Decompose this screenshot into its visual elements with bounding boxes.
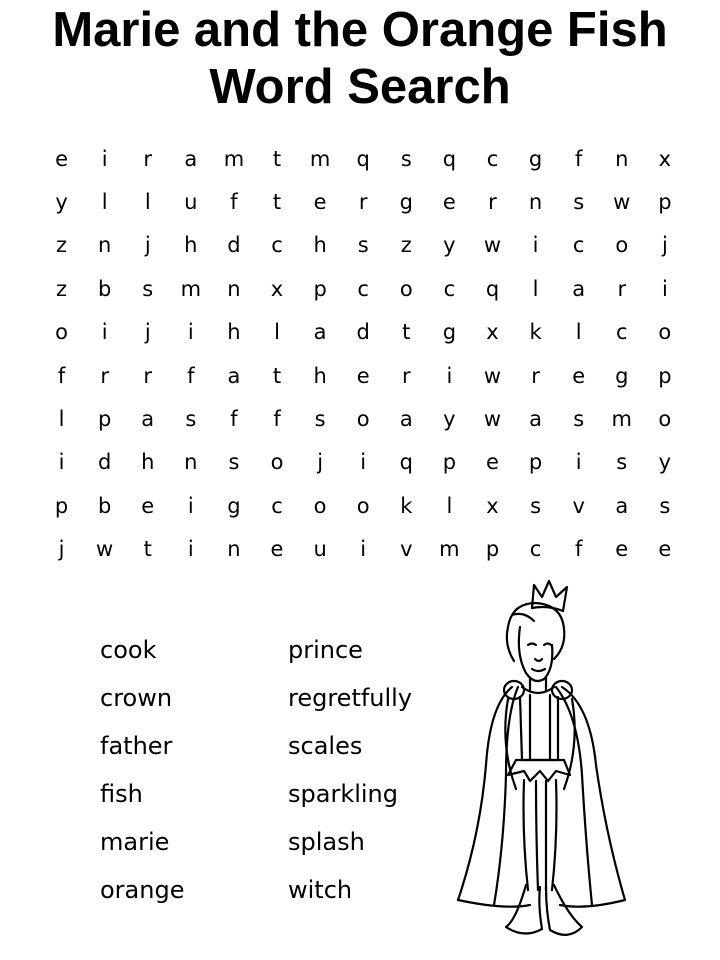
grid-letter: r (143, 146, 153, 171)
grid-letter: f (574, 146, 583, 171)
title-line-2: Word Search (209, 60, 511, 114)
grid-letter: g (399, 190, 413, 215)
grid-letter: a (399, 407, 413, 432)
word-item: marie (100, 828, 170, 856)
grid-letter: q (485, 276, 500, 301)
grid-letter: p (313, 276, 327, 301)
grid-letter: v (400, 537, 413, 562)
word-item: orange (100, 876, 185, 904)
grid-letter: i (360, 537, 367, 562)
grid-letter: y (443, 233, 456, 258)
grid-letter: r (488, 190, 497, 215)
grid-letter: i (101, 146, 108, 171)
grid-letter: n (227, 537, 241, 562)
grid-letter: x (486, 493, 499, 518)
grid-letter: a (529, 407, 543, 432)
grid-letter: w (483, 407, 502, 432)
grid-letter: f (230, 190, 238, 215)
grid-letter: t (143, 537, 152, 562)
grid-letter: s (659, 493, 671, 518)
grid-letter: o (658, 320, 672, 345)
grid-letter: f (187, 363, 195, 388)
grid-letter: u (184, 190, 198, 215)
grid-letter: c (529, 537, 542, 562)
grid-letter: p (528, 450, 543, 475)
grid-letter: z (56, 233, 68, 258)
grid-letter: s (616, 450, 628, 475)
grid-letter: m (309, 146, 331, 171)
grid-letter: e (141, 493, 155, 518)
grid-letter: n (615, 146, 629, 171)
word-item: crown (100, 684, 173, 712)
grid-letter: g (528, 146, 543, 171)
word-list-column-2 (288, 628, 412, 916)
grid-letter: d (227, 233, 241, 258)
grid-letter: y (55, 190, 68, 215)
grid-letter: g (615, 363, 629, 388)
grid-letter: h (313, 233, 327, 258)
grid-letter: x (486, 320, 499, 345)
grid-letter: t (272, 363, 282, 388)
grid-letter: r (143, 363, 153, 388)
grid-letter: f (574, 537, 583, 562)
grid-letter: h (184, 233, 198, 258)
grid-letter: a (141, 407, 155, 432)
grid-letter: h (227, 320, 241, 345)
grid-letter: i (58, 450, 65, 475)
word-item: fish (100, 780, 143, 808)
grid-letter: n (528, 190, 543, 215)
grid-letter: a (313, 320, 327, 345)
grid-letter: j (58, 537, 65, 562)
grid-letter: s (185, 407, 197, 432)
grid-letter: b (97, 276, 112, 301)
grid-letter: m (180, 276, 202, 301)
grid-letter: m (611, 407, 632, 432)
grid-letter: o (356, 493, 370, 518)
grid-letter: c (271, 233, 283, 258)
grid-letter: x (270, 276, 284, 301)
grid-letter: t (272, 190, 282, 215)
grid-letter: s (530, 493, 542, 518)
grid-letter: r (358, 190, 368, 215)
grid-letter: e (658, 537, 672, 562)
grid-letter: i (532, 233, 539, 258)
grid-letter: a (572, 276, 586, 301)
grid-letter: o (270, 450, 284, 475)
grid-letter: w (96, 537, 114, 562)
grid-letter: c (615, 320, 628, 345)
grid-letter: b (97, 493, 112, 518)
word-item: father (100, 732, 173, 760)
grid-letter: i (187, 493, 194, 518)
word-item: sparkling (288, 780, 398, 808)
grid-letter: o (313, 493, 327, 518)
grid-letter: h (313, 363, 327, 388)
grid-letter: s (573, 407, 585, 432)
grid-letter: m (439, 537, 460, 562)
grid-letter: l (144, 190, 151, 215)
word-list-column-1 (100, 628, 184, 916)
grid-letter: r (401, 363, 411, 388)
grid-letter: w (483, 363, 502, 388)
grid-letter: e (356, 363, 370, 388)
grid-letter: t (272, 146, 282, 171)
grid-letter: p (442, 450, 457, 475)
grid-letter: s (228, 450, 240, 475)
grid-letter: n (97, 233, 112, 258)
prince-with-crown-icon (450, 575, 660, 950)
grid-letter: w (613, 190, 631, 215)
word-item: regretfully (288, 684, 413, 712)
grid-letter: e (486, 450, 499, 475)
grid-letter: i (187, 320, 194, 345)
page-title (0, 2, 720, 116)
grid-letter: f (273, 407, 281, 432)
grid-letter: s (357, 233, 369, 258)
grid-letter: l (446, 493, 453, 518)
grid-letter: c (357, 276, 369, 301)
grid-letter: i (446, 363, 453, 388)
grid-letter: j (317, 450, 324, 475)
grid-letter: o (658, 407, 672, 432)
word-item: splash (288, 828, 365, 856)
grid-letter: e (442, 190, 456, 215)
grid-letter: n (227, 276, 241, 301)
grid-letter: q (442, 146, 457, 171)
grid-letter: e (313, 190, 327, 215)
grid-letter: n (184, 450, 198, 475)
grid-letter: j (144, 320, 151, 345)
grid-letter: j (144, 233, 151, 258)
grid-letter: c (443, 276, 456, 301)
grid-letter: f (230, 407, 238, 432)
grid-letter: e (270, 537, 284, 562)
grid-letter: t (402, 320, 411, 345)
grid-letter: c (572, 233, 585, 258)
grid-letter: v (572, 493, 585, 518)
grid-letter: a (615, 493, 629, 518)
word-item: cook (100, 636, 157, 664)
letter-grid (40, 137, 686, 571)
grid-letter: p (485, 537, 500, 562)
grid-letter: k (529, 320, 542, 345)
grid-letter: a (227, 363, 241, 388)
grid-letter: c (271, 493, 283, 518)
grid-letter: o (615, 233, 629, 258)
grid-letter: w (483, 233, 502, 258)
grid-letter: f (57, 363, 66, 388)
grid-letter: o (55, 320, 68, 345)
grid-letter: p (658, 190, 672, 215)
grid-letter: o (399, 276, 413, 301)
grid-letter: z (56, 276, 68, 301)
grid-letter: y (443, 407, 456, 432)
grid-letter: i (575, 450, 582, 475)
grid-letter: x (658, 146, 672, 171)
grid-letter: q (399, 450, 413, 475)
grid-letter: o (356, 407, 370, 432)
grid-letter: l (532, 276, 539, 301)
grid-letter: i (360, 450, 367, 475)
grid-letter: g (227, 493, 241, 518)
grid-letter: p (658, 363, 672, 388)
grid-letter: i (661, 276, 668, 301)
grid-letter: z (400, 233, 412, 258)
grid-letter: e (55, 146, 68, 171)
grid-letter: l (274, 320, 280, 345)
grid-letter: s (142, 276, 154, 301)
grid-letter: p (54, 493, 69, 518)
word-item: prince (288, 636, 363, 664)
grid-letter: y (658, 450, 672, 475)
grid-letter: e (572, 363, 586, 388)
grid-letter: r (100, 363, 109, 388)
grid-letter: r (531, 363, 540, 388)
grid-letter: i (101, 320, 108, 345)
grid-letter: s (400, 146, 412, 171)
grid-letter: l (58, 407, 65, 432)
grid-letter: d (356, 320, 370, 345)
grid-letter: c (486, 146, 499, 171)
grid-letter: q (356, 146, 370, 171)
grid-letter: s (573, 190, 585, 215)
word-item: scales (288, 732, 363, 760)
grid-letter: a (184, 146, 198, 171)
grid-letter: k (400, 493, 413, 518)
grid-letter: j (661, 233, 668, 258)
grid-letter: h (141, 450, 155, 475)
word-item: witch (288, 876, 353, 904)
grid-letter: l (575, 320, 582, 345)
grid-letter: d (97, 450, 112, 475)
grid-letter: s (314, 407, 326, 432)
grid-letter: r (617, 276, 627, 301)
grid-letter: u (313, 537, 327, 562)
grid-letter: m (223, 146, 245, 171)
title-line-1: Marie and the Orange Fish (52, 3, 668, 57)
grid-letter: g (442, 320, 457, 345)
grid-letter: l (101, 190, 108, 215)
grid-letter: e (615, 537, 629, 562)
grid-letter: p (97, 407, 112, 432)
grid-letter: i (187, 537, 194, 562)
